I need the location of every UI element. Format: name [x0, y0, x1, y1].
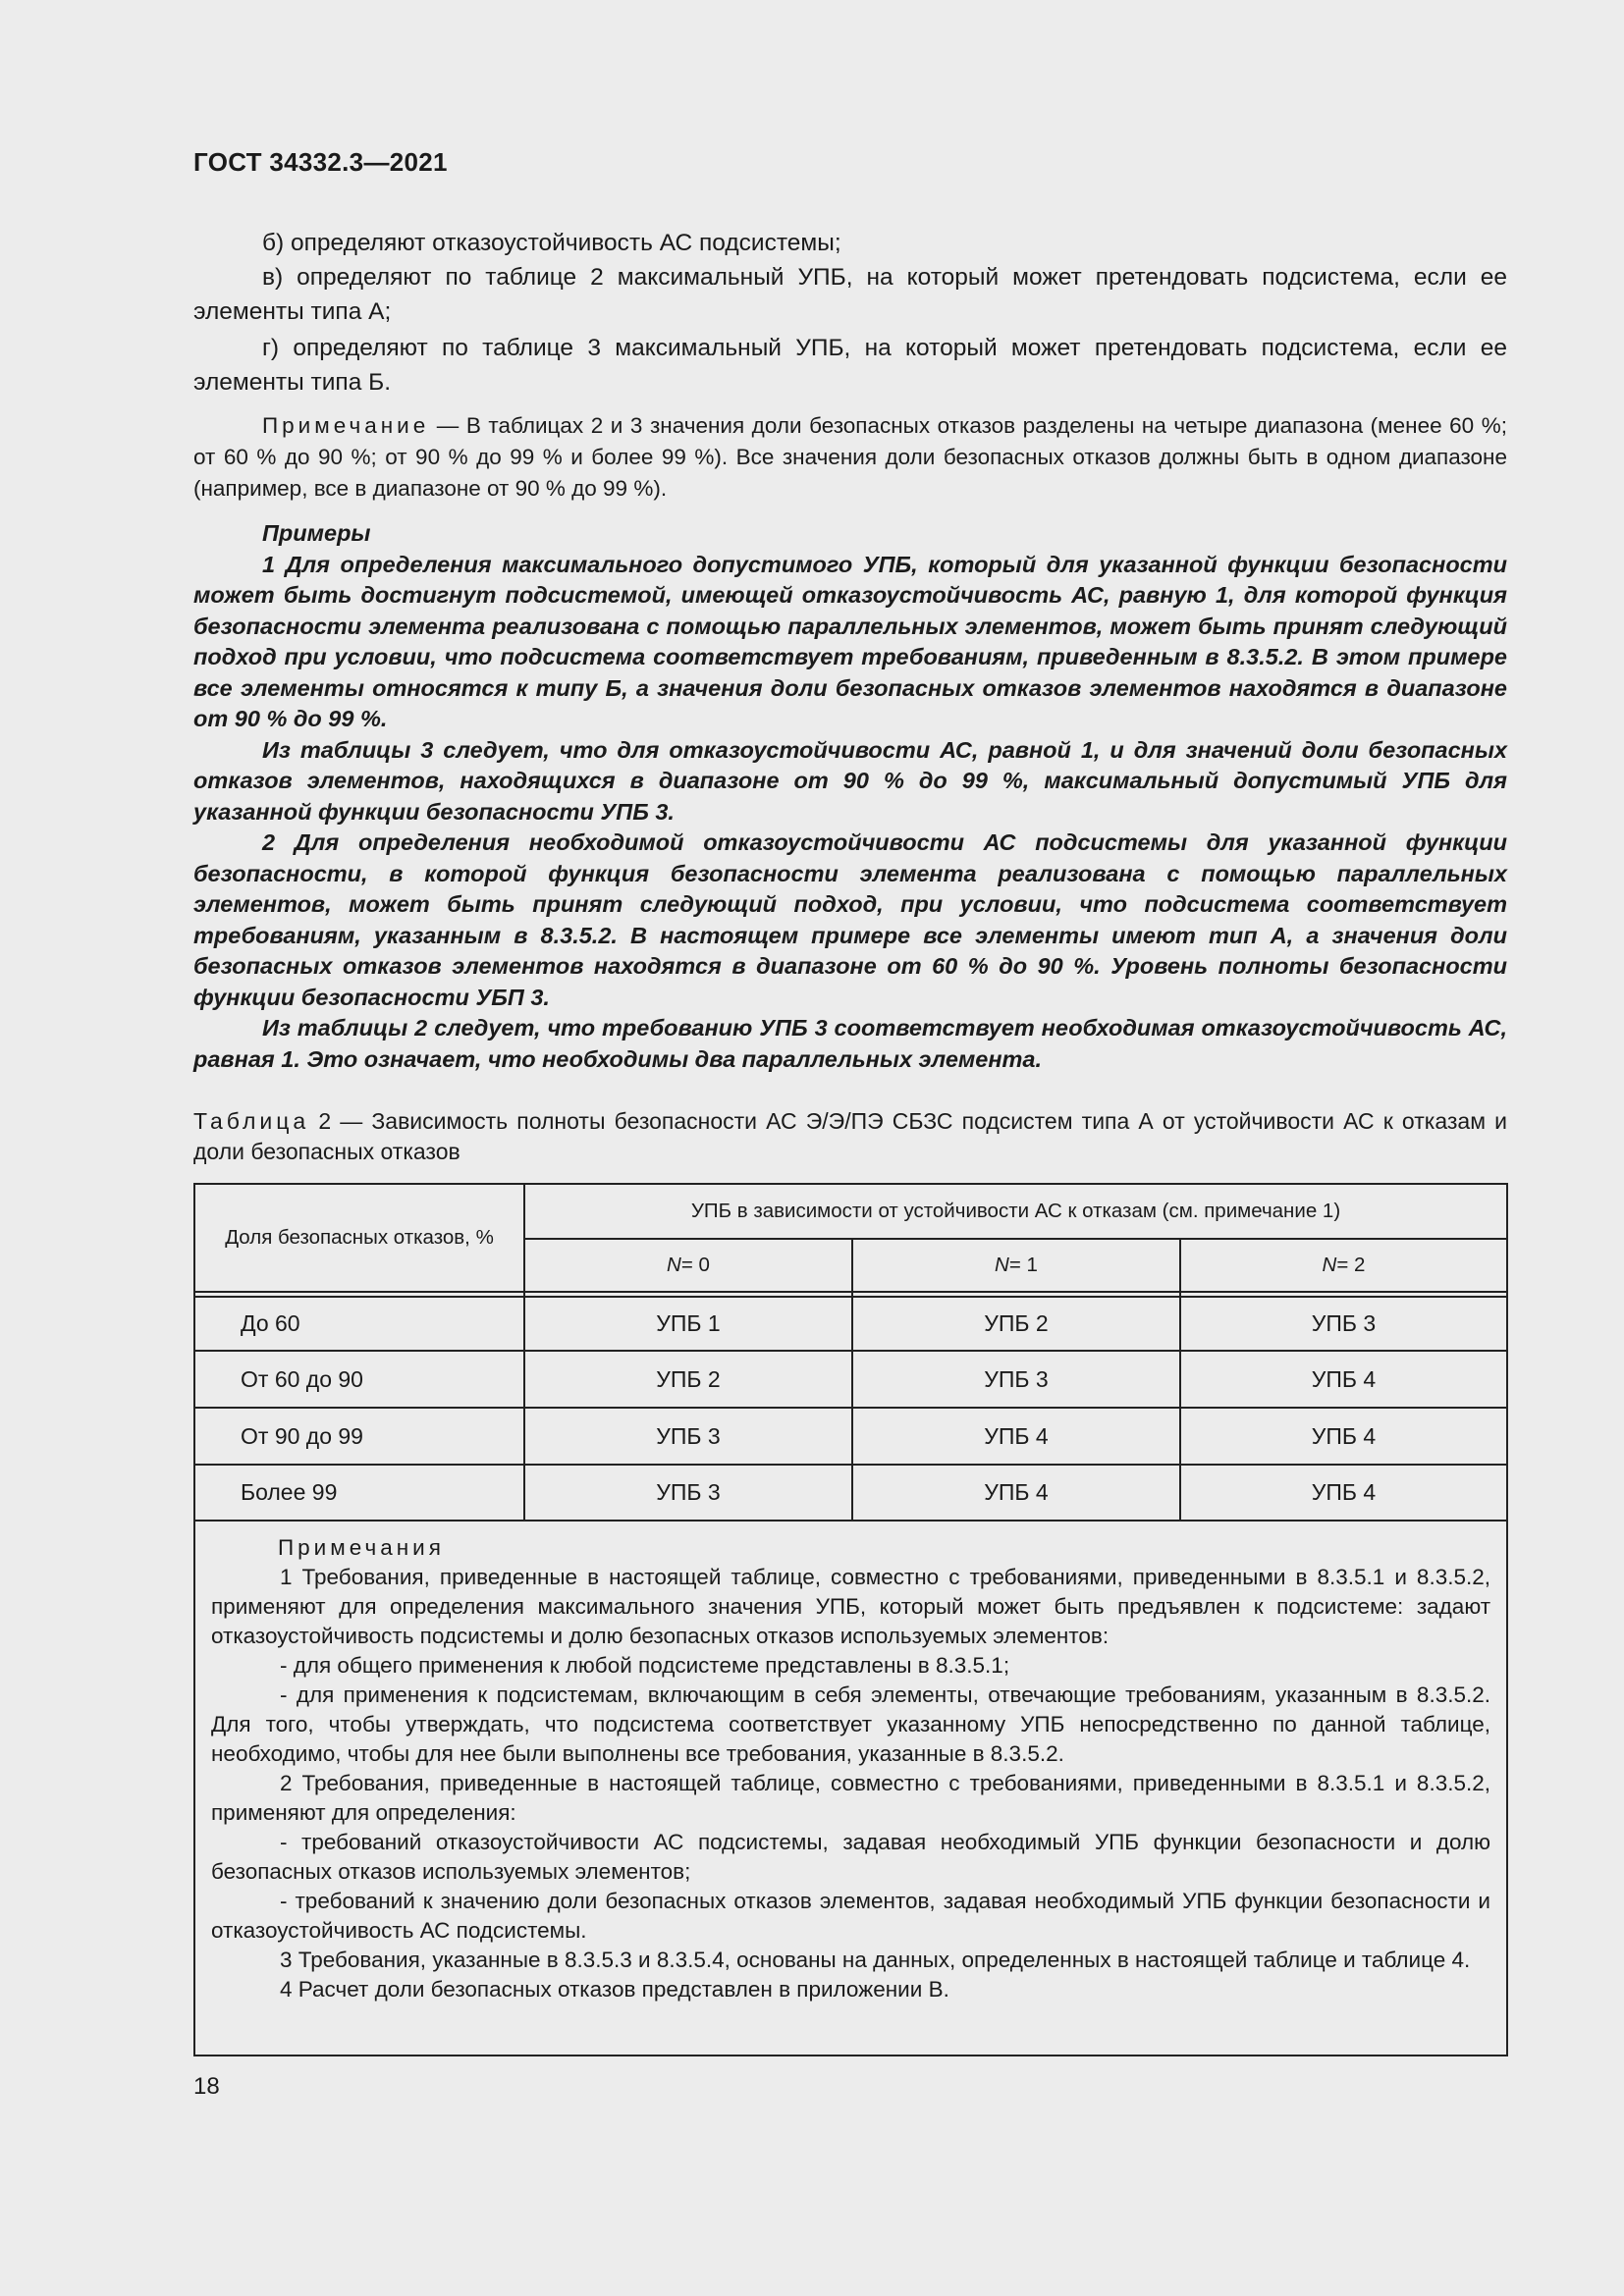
table-cell: УПБ 1 [656, 1310, 721, 1336]
document-header: ГОСТ 34332.3—2021 [193, 147, 448, 177]
table-note: - для общего применения к любой подсистеме представлены в 8.3.5.1; [280, 1653, 1010, 1678]
examples-block [193, 518, 1507, 1075]
example-paragraph: 2 Для определения необходимой отказоустойчивости АС подсистемы для указанной функции безопасности, в которой функция безопасности элемента реализована с помощью параллельных элементов, может быть принят следующий подход, при условии, что подсистема соответствует требованиям, указанным в 8.3.5.2. В настоящем примере все элементы имеют тип А, а значения доли безопасных отказов элементов находятся в диапазоне от 60 % до 90 %. Уровень полноты безопасности функции безопасности УБП 3. [193, 829, 1507, 1010]
table-cell: УПБ 4 [1311, 1479, 1377, 1505]
note-label: Примечание [262, 413, 430, 438]
n-var: N [1322, 1254, 1337, 1276]
table-2 [193, 1183, 1508, 2056]
examples-title: Примеры [262, 520, 371, 546]
example-paragraph: 1 Для определения максимального допустимого УПБ, который для указанной функции безопасности может быть достигнут подсистемой, имеющей отказоустойчивость АС, равную 1, для которой функция безопасности элемента реализована с помощью параллельных элементов, может быть принят следующий подход при условии, что подсистема соответствует требованиям, приведенным в 8.3.5.2. В этом примере все элементы относятся к типу Б, а значения доли безопасных отказов элементов находятся в диапазоне от 90 % до 99 %. [193, 551, 1507, 731]
table-cell: УПБ 3 [984, 1365, 1049, 1392]
intro-item-v: в) определяют по таблице 2 максимальный УПБ, на который может претендовать подсистема, если ее элементы типа А; [193, 264, 1507, 325]
table-note: - для применения к подсистемам, включающим в себя элементы, отвечающие требованиям, указанным в 8.3.5.2. Для того, чтобы утверждать, что подсистема соответствует указанному УПБ непосредственно по данной таблице, необходимо, чтобы для нее были выполнены все требования, указанные в 8.3.5.2. [211, 1682, 1490, 1766]
col-header-n0 [525, 1240, 851, 1291]
col-header-n1 [853, 1240, 1179, 1291]
caption-text: 2 — Зависимость полноты безопасности АС Э/Э/ПЭ СБЗС подсистем типа А от устойчивости АС к отказам и доли безопасных отказов [193, 1108, 1507, 1164]
table-cell: УПБ 3 [656, 1422, 721, 1449]
row-label: До 60 [241, 1310, 300, 1336]
n-value: = 1 [1008, 1254, 1038, 1276]
col-header-safe-failure-fraction: Доля безопасных отказов, % [225, 1226, 494, 1249]
example-paragraph: Из таблицы 3 следует, что для отказоустойчивости АС, равной 1, и для значений доли безопасных отказов элементов, находящихся в диапазоне от 90 % до 99 %, максимальный допустимый УПБ для указанной функции безопасности УПБ 3. [193, 736, 1507, 825]
n-value: = 2 [1336, 1254, 1366, 1276]
row-label: Более 99 [241, 1479, 338, 1505]
table-cell: УПБ 2 [984, 1310, 1049, 1336]
table-notes-title [211, 1533, 1490, 1563]
n-var: N [667, 1254, 681, 1276]
intro-item-b: б) определяют отказоустойчивость АС подсистемы; [262, 230, 841, 256]
table-note: 2 Требования, приведенные в настоящей таблице, совместно с требованиями, приведенными в 8.3.5.1 и 8.3.5.2, применяют для определения: [211, 1771, 1490, 1825]
table-cell: УПБ 3 [1311, 1310, 1377, 1336]
intro-list [193, 226, 1507, 400]
table-note: 1 Требования, приведенные в настоящей таблице, совместно с требованиями, приведенными в 8.3.5.1 и 8.3.5.2, применяют для определения максимального значения УПБ, который может быть предъявлен к подсистеме: задают отказоустойчивость подсистемы и долю безопасных отказов используемых элементов: [211, 1565, 1490, 1648]
row-label: От 60 до 90 [241, 1365, 363, 1392]
table-note: - требований отказоустойчивости АС подсистемы, задавая необходимый УПБ функции безопасности и долю безопасных отказов используемых элементов; [211, 1830, 1490, 1884]
general-note [193, 410, 1507, 505]
note-text: — В таблицах 2 и 3 значения доли безопасных отказов разделены на четыре диапазона (менее 60 %; от 60 % до 90 %; от 90 % до 99 % и более 99 %). Все значения доли безопасных отказов должны быть в одном диапазоне (например, все в диапазоне от 90 % до 99 %). [193, 413, 1507, 501]
table-cell: УПБ 2 [656, 1365, 721, 1392]
n-value: = 0 [680, 1254, 710, 1276]
table-cell: УПБ 4 [984, 1479, 1049, 1505]
notes-title-text: Примечания [278, 1535, 445, 1560]
table-cell: УПБ 4 [984, 1422, 1049, 1449]
col-group-header: УПБ в зависимости от устойчивости АС к отказам (см. примечание 1) [690, 1200, 1341, 1222]
table-caption [193, 1106, 1507, 1167]
n-var: N [995, 1254, 1009, 1276]
table-note: 4 Расчет доли безопасных отказов представлен в приложении В. [280, 1977, 949, 2002]
col-header-n2 [1181, 1240, 1506, 1291]
table-notes [211, 1533, 1490, 2004]
table-cell: УПБ 4 [1311, 1365, 1377, 1392]
page-number: 18 [193, 2073, 220, 2100]
example-paragraph: Из таблицы 2 следует, что требованию УПБ 3 соответствует необходимая отказоустойчивость АС, равная 1. Это означает, что необходимы два параллельных элемента. [193, 1015, 1507, 1072]
caption-label: Таблица [193, 1108, 310, 1134]
row-label: От 90 до 99 [241, 1422, 363, 1449]
table-cell: УПБ 4 [1311, 1422, 1377, 1449]
intro-item-g: г) определяют по таблице 3 максимальный УПБ, на который может претендовать подсистема, если ее элементы типа Б. [193, 335, 1507, 396]
table-note: - требований к значению доли безопасных отказов элементов, задавая необходимый УПБ функции безопасности и отказоустойчивость АС подсистемы. [211, 1889, 1490, 1943]
table-note: 3 Требования, указанные в 8.3.5.3 и 8.3.5.4, основаны на данных, определенных в настоящей таблице и таблице 4. [280, 1948, 1471, 1972]
table-cell: УПБ 3 [656, 1479, 721, 1505]
